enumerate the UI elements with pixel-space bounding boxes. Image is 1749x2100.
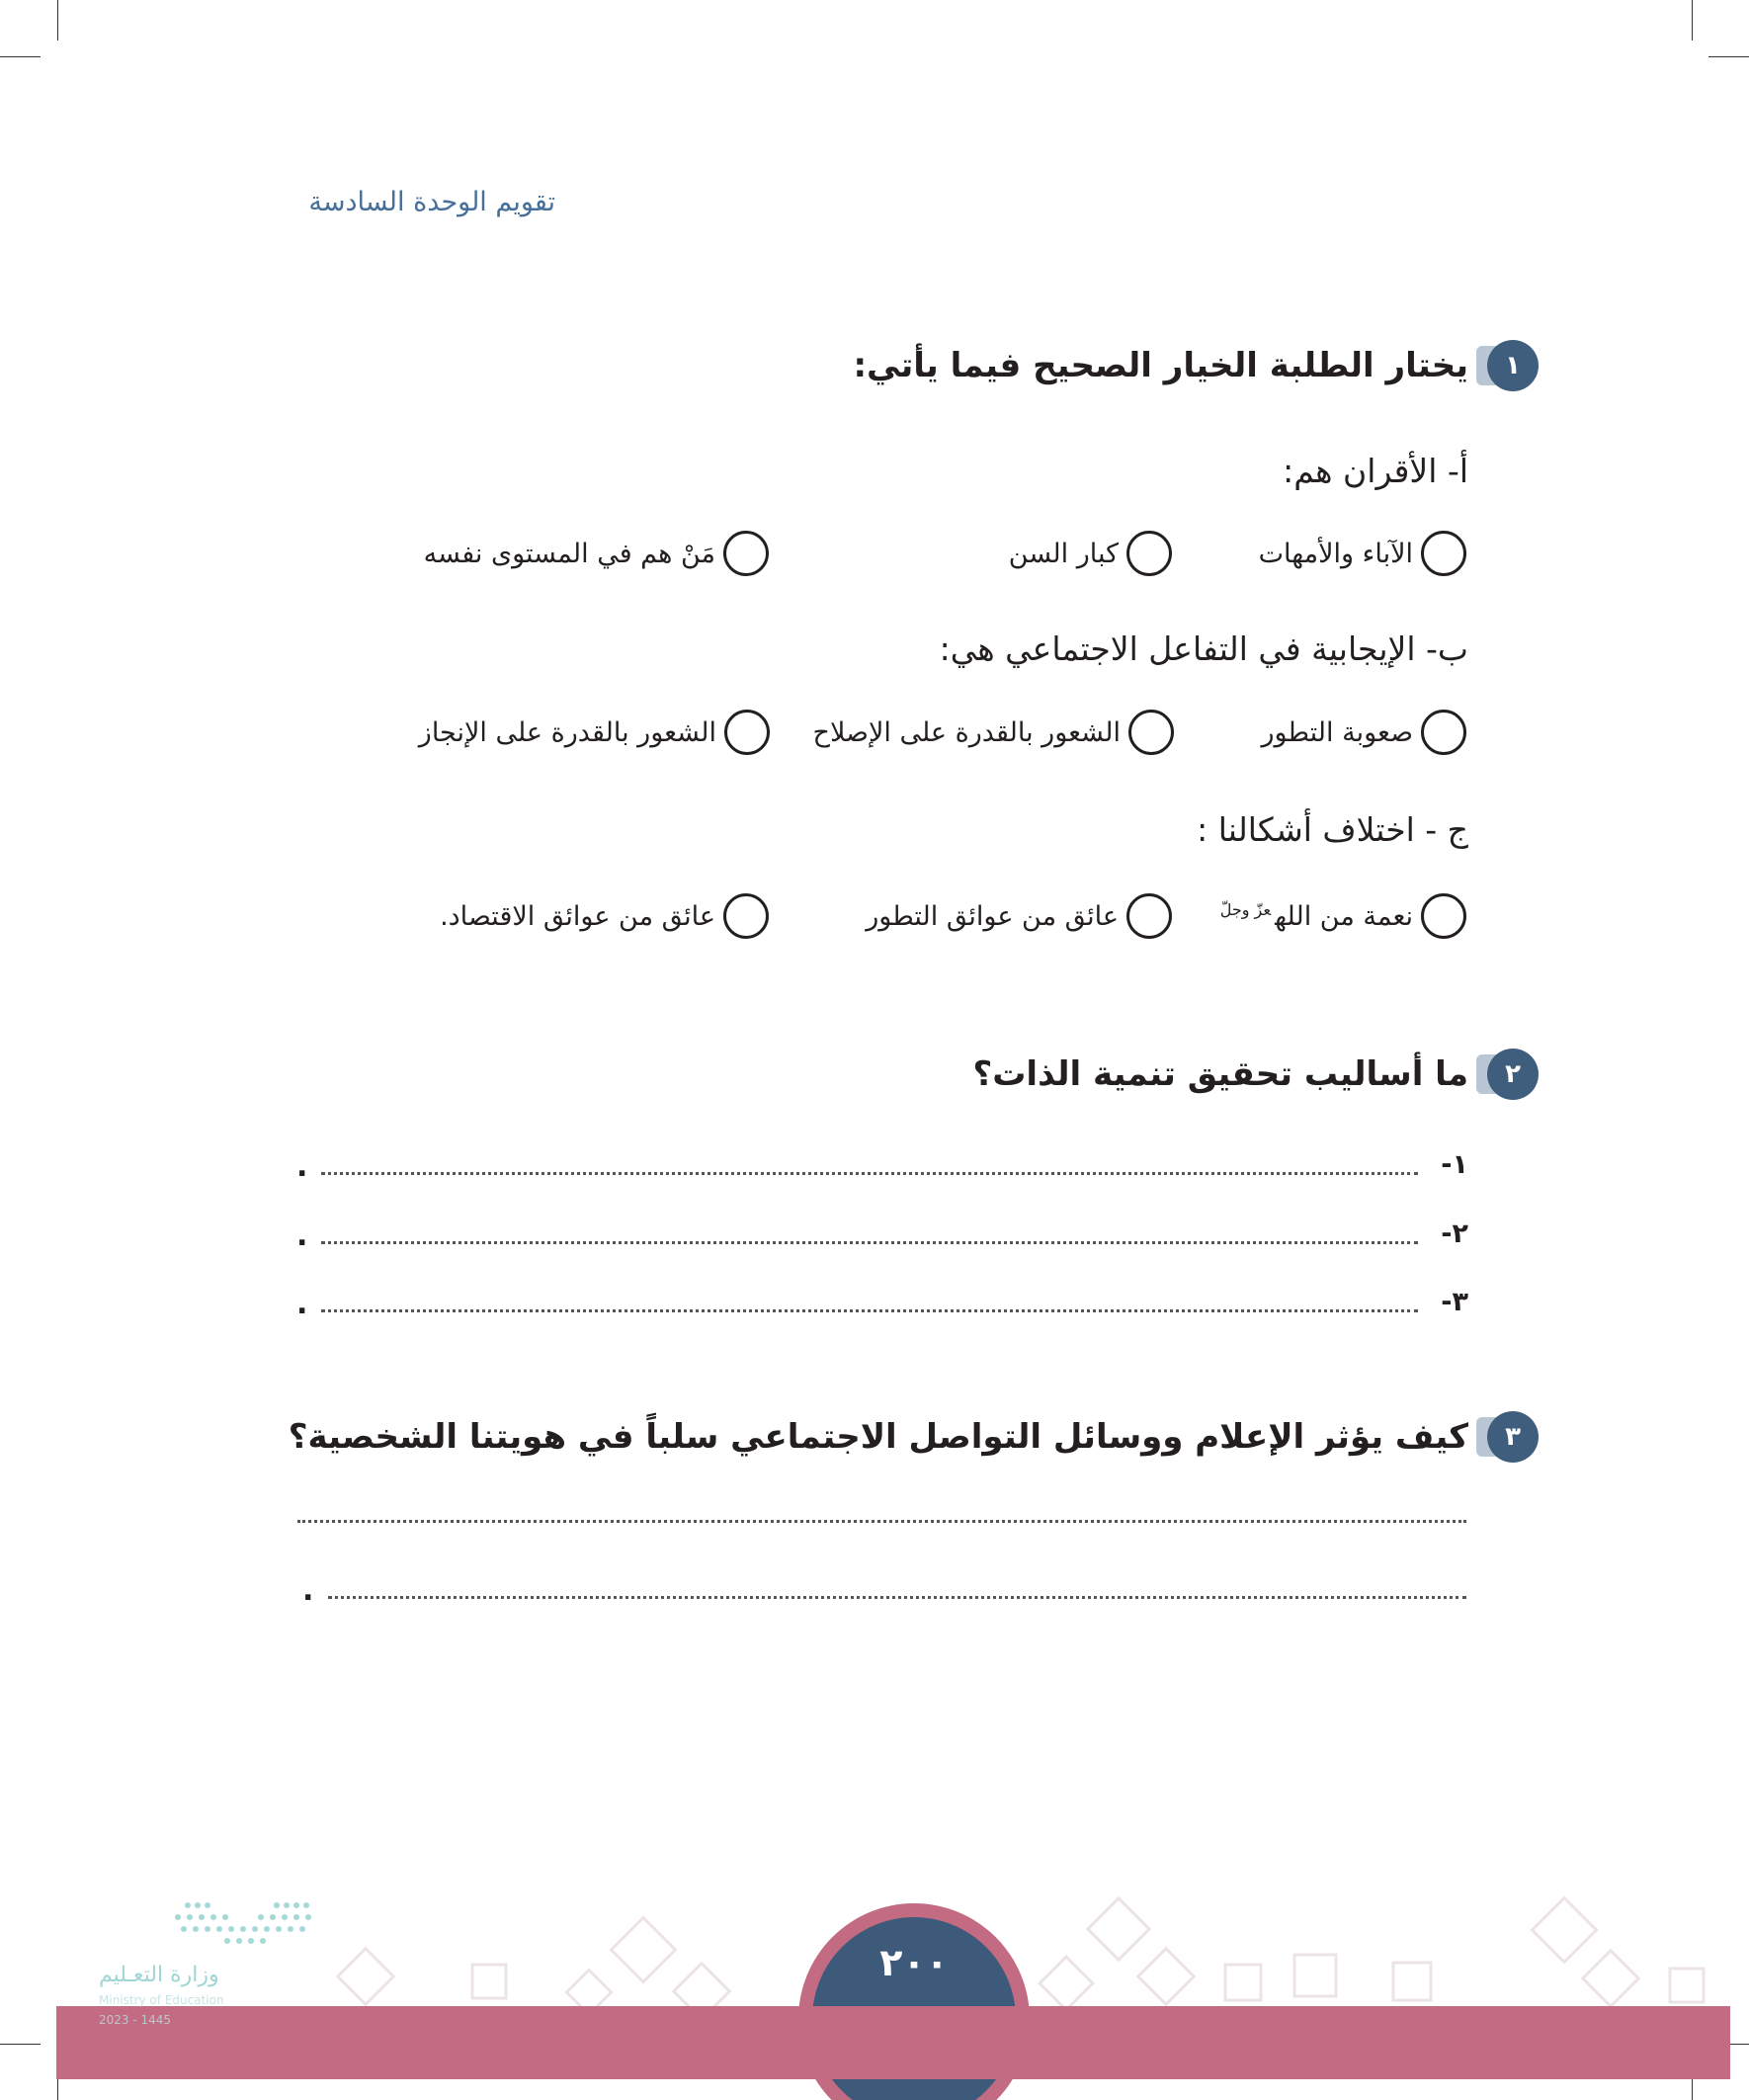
option-a1[interactable] bbox=[1259, 531, 1466, 576]
crop-mark bbox=[1708, 56, 1749, 57]
question-2-badge: ٢ bbox=[1487, 1049, 1539, 1100]
diamond-ornament bbox=[1088, 1898, 1149, 1960]
radio-circle-icon[interactable] bbox=[723, 893, 769, 939]
radio-circle-icon[interactable] bbox=[1421, 531, 1466, 576]
diamond-ornament bbox=[1225, 1965, 1261, 2000]
unit-title: تقويم الوحدة السادسة bbox=[308, 187, 555, 217]
diamond-ornament bbox=[1532, 1897, 1596, 1962]
footer-bar bbox=[56, 2006, 1730, 2079]
option-a2[interactable] bbox=[1009, 531, 1172, 576]
crop-mark bbox=[57, 0, 58, 41]
diamond-ornament bbox=[1138, 1949, 1195, 2005]
diamond-ornament bbox=[1670, 1969, 1704, 2002]
option-c3[interactable] bbox=[440, 893, 769, 939]
radio-circle-icon[interactable] bbox=[1126, 893, 1172, 939]
honorific-mark: عزّ وجلّ bbox=[1219, 900, 1272, 919]
answer-line[interactable] bbox=[328, 1596, 1466, 1599]
diamond-ornament bbox=[1294, 1955, 1336, 1996]
answer-line[interactable] bbox=[321, 1172, 1418, 1175]
radio-circle-icon[interactable] bbox=[1421, 893, 1466, 939]
question-3-text: كيف يؤثر الإعلام ووسائل التواصل الاجتماعي سلباً في هويتنا الشخصية؟ bbox=[288, 1417, 1468, 1457]
line-end-mark: . bbox=[296, 1149, 308, 1184]
radio-circle-icon[interactable] bbox=[723, 531, 769, 576]
ministry-logo-icon bbox=[168, 1895, 326, 1955]
option-label: عائق من عوائق الاقتصاد. bbox=[440, 900, 715, 932]
option-label: الشعور بالقدرة على الإصلاح bbox=[812, 716, 1121, 748]
answer-line[interactable] bbox=[321, 1309, 1418, 1312]
part-a-label: أ- الأقران هم: bbox=[1283, 452, 1468, 490]
radio-circle-icon[interactable] bbox=[724, 710, 770, 755]
line-end-mark: . bbox=[296, 1218, 308, 1253]
diamond-ornament bbox=[1583, 1951, 1639, 2007]
option-text: نعمة من الله bbox=[1275, 901, 1413, 932]
crop-mark bbox=[0, 2044, 41, 2045]
question-1-text: يختار الطلبة الخيار الصحيح فيما يأتي: bbox=[853, 346, 1468, 385]
option-c1[interactable] bbox=[1220, 893, 1466, 939]
edition-year: 2023 - 1445 bbox=[99, 2013, 172, 2027]
option-b1[interactable] bbox=[1262, 710, 1466, 755]
option-c2[interactable] bbox=[866, 893, 1172, 939]
option-label: صعوبة التطور bbox=[1261, 716, 1413, 748]
page-number: ٢٠٠ bbox=[879, 1941, 949, 1984]
question-1-badge: ١ bbox=[1487, 340, 1539, 391]
option-label: عائق من عوائق التطور bbox=[866, 900, 1119, 932]
answer-line-number: ٢- bbox=[1441, 1218, 1468, 1249]
option-label: الشعور بالقدرة على الإنجاز bbox=[418, 716, 716, 748]
part-c-label: ج - اختلاف أشكالنا : bbox=[1197, 810, 1468, 849]
diamond-ornament bbox=[1393, 1963, 1431, 2000]
radio-circle-icon[interactable] bbox=[1126, 531, 1172, 576]
answer-line-number: ١- bbox=[1441, 1149, 1468, 1180]
crop-mark bbox=[0, 56, 41, 57]
option-b2[interactable] bbox=[813, 710, 1174, 755]
answer-line-number: ٣- bbox=[1441, 1287, 1468, 1317]
option-label: مَنْ هم في المستوى نفسه bbox=[423, 538, 715, 569]
diamond-ornament bbox=[472, 1965, 506, 1998]
answer-line[interactable] bbox=[321, 1241, 1418, 1244]
diamond-ornament bbox=[1040, 1957, 1093, 2010]
option-a3[interactable] bbox=[424, 531, 769, 576]
crop-mark bbox=[1692, 0, 1693, 41]
answer-line[interactable] bbox=[297, 1520, 1466, 1523]
question-3-badge: ٣ bbox=[1487, 1411, 1539, 1463]
line-end-mark: . bbox=[302, 1573, 314, 1608]
part-b-label: ب- الإيجابية في التفاعل الاجتماعي هي: bbox=[939, 630, 1468, 668]
ministry-name-arabic: وزارة التعـليم bbox=[99, 1963, 219, 1987]
option-label: الآباء والأمهات bbox=[1258, 538, 1413, 569]
diamond-ornament bbox=[338, 1949, 394, 2005]
option-label: كبار السن bbox=[1008, 538, 1119, 569]
diamond-ornament bbox=[611, 1917, 675, 1981]
line-end-mark: . bbox=[296, 1287, 308, 1321]
radio-circle-icon[interactable] bbox=[1128, 710, 1174, 755]
question-2-text: ما أساليب تحقيق تنمية الذات؟ bbox=[972, 1054, 1468, 1094]
radio-circle-icon[interactable] bbox=[1421, 710, 1466, 755]
option-label bbox=[1220, 900, 1413, 932]
ministry-name-english: Ministry of Education bbox=[99, 1993, 224, 2007]
option-b3[interactable] bbox=[419, 710, 770, 755]
